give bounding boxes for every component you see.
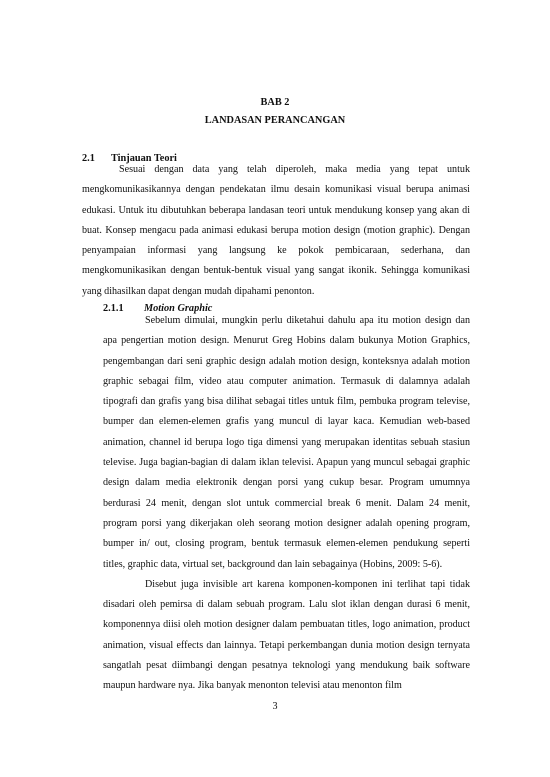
subsection-title: Motion Graphic	[144, 303, 213, 314]
page-number: 3	[272, 701, 278, 712]
subsection-paragraph-2: Disebut juga invisible art karena komponen-komponen ini terlihat tapi tidak disadari oleh pemirsa di dalam sebuah program. Lalu slot iklan dengan durasi 6 menit, komponennya diisi oleh motion designer dalam pembuatan titles, logo animation, product animation, visual effects dan lainnya. Tetapi perkembangan dunia motion design ternyata sangatlah pesat diimbangi dengan pesatnya teknologi yang mendukung baik software maupun hardware nya. Jika banyak menonton televisi atau menonton film	[103, 578, 470, 692]
section-paragraph: Sesuai dengan data yang telah diperoleh, maka media yang tepat untuk mengkomunikasikannya dengan pendekatan ilmu desain komunikasi visual berupa animasi edukasi. Untuk itu dibutuhkan beberapa landasan teori untuk mendukung konsep yang akan di buat. Konsep mengacu pada animasi edukasi berupa motion design (motion graphic). Dengan penyampaian informasi yang langsung ke pokok pembicaraan, sederhana, dan mengkomunikasikan dengan bentuk-bentuk visual yang sangat ikonik. Sehingga komunikasi yang dihasilkan dapat dengan mudah dipahami penonton.	[82, 164, 470, 297]
subsection-body	[103, 311, 470, 697]
section-number: 2.1	[82, 153, 95, 164]
subsection-number: 2.1.1	[103, 303, 124, 314]
chapter-title: LANDASAN PERANCANGAN	[204, 115, 346, 126]
chapter-label: BAB 2	[260, 97, 290, 108]
subsection-paragraph-1: Sebelum dimulai, mungkin perlu diketahui dahulu apa itu motion design dan apa pengertian motion design. Menurut Greg Hobins dalam bukunya Motion Graphics, pengembangan dari seni graphic design adalah motion design, konteksnya adalah motion graphic sebagai film, video atau computer animation. Termasuk di dalamnya adalah tipografi dan grafis yang bisa dilihat sebagai titles untuk film, pembuka program televise, bumper dan elemen-elemen grafis yang muncul di layar kaca. Kemudian web-based animation, channel id berupa logo tiga dimensi yang merupakan identitas sebuah stasiun televise. Juga bagian-bagian di dalam iklan televisi. Apapun yang muncul sebagai graphic design dalam media elektronik dengan porsi yang cukup besar. Program umumnya berdurasi 24 menit, dengan slot untuk commercial break 6 menit. Dalam 24 menit, program porsi yang dikerjakan oleh seorang motion designer adalah opening program, bumper in/ out, closing program, bentuk termasuk elemen-elemen pendukung seperti titles, graphic data, virtual set, background dan lain sebagainya (Hobins, 2009: 5-6).	[103, 315, 470, 570]
section-title: Tinjauan Teori	[111, 153, 177, 164]
